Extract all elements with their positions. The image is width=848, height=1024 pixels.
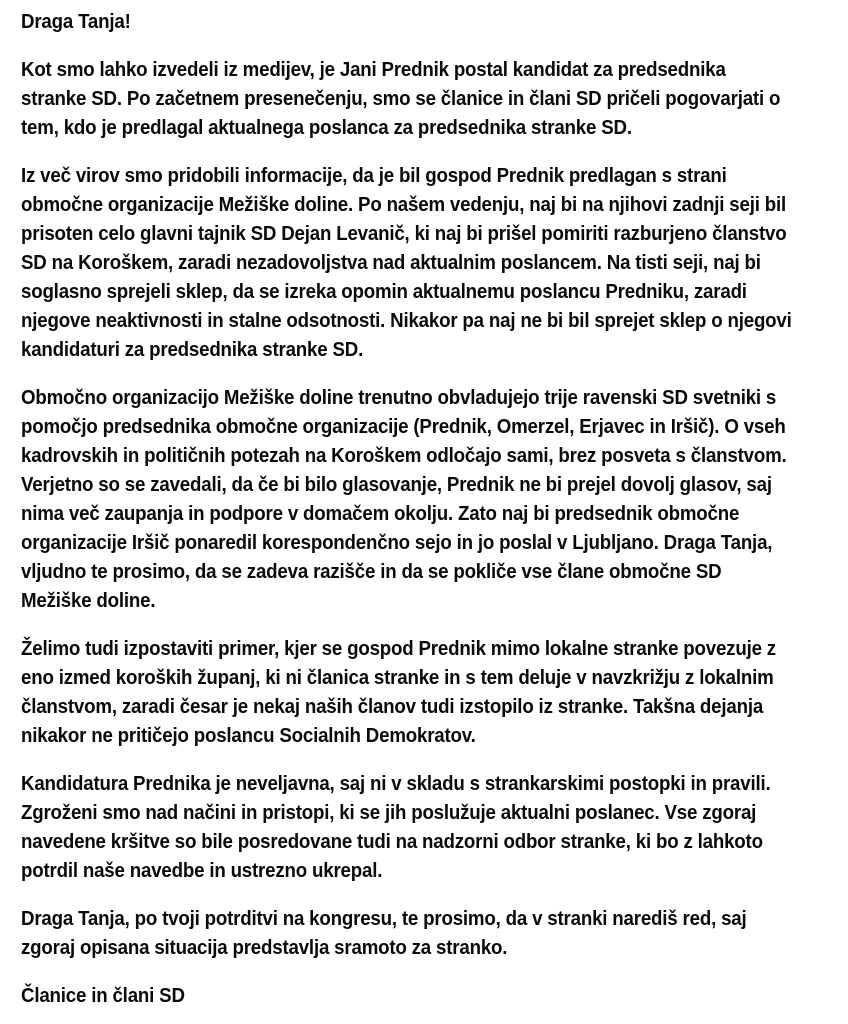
letter-closing: Članice in člani SD xyxy=(21,985,185,1007)
letter-paragraph-2: Iz več virov smo pridobili informacije, da je bil gospod Prednik predlagan s strani območne organizacije Mežiške doline. Po našem vedenju, naj bi na njihovi zadnji seji bil prisoten celo glavni tajnik SD Dejan Levanič, ki naj bi prišel pomiriti razburjeno članstvo SD na Koroškem, zaradi nezadovoljstva nad aktualnim poslancem. Na tisti seji, naj bi soglasno sprejeli sklep, da se izreka opomin aktualnemu poslancu Predniku, zaradi njegove neaktivnosti in stalne odsotnosti. Nikakor pa naj ne bi bil sprejet sklep o njegovi kandidaturi za predsednika stranke SD. xyxy=(21,165,792,361)
letter-paragraph-1: Kot smo lahko izvedeli iz medijev, je Jani Prednik postal kandidat za predsednika stranke SD. Po začetnem presenečenju, smo se članice in člani SD pričeli pogovarjati o tem, kdo je predlagal aktualnega poslanca za predsednika stranke SD. xyxy=(21,59,781,139)
letter-body xyxy=(21,8,795,1011)
letter-paragraph-6: Draga Tanja, po tvoji potrditvi na kongresu, te prosimo, da v stranki narediš red, saj zgoraj opisana situacija predstavlja sramoto za stranko. xyxy=(21,908,747,959)
letter-paragraph-5: Kandidatura Prednika je neveljavna, saj ni v skladu s strankarskimi postopki in pravili. Zgroženi smo nad načini in pristopi, ki se jih poslužuje aktualni poslanec. Vse zgoraj navedene kršitve so bile posredovane tudi na nadzorni odbor stranke, ki bo z lahkoto potrdil naše navedbe in ustrezno ukrepal. xyxy=(21,773,771,882)
letter-paragraph-3: Območno organizacijo Mežiške doline trenutno obvladujejo trije ravenski SD svetniki s pomočjo predsednika območne organizacije (Prednik, Omerzel, Erjavec in Iršič). O vseh kadrovskih in političnih potezah na Koroškem odločajo sami, brez posveta s članstvom. Verjetno so se zavedali, da če bi bilo glasovanje, Prednik ne bi prejel dovolj glasov, saj nima več zaupanja in podpore v domačem okolju. Zato naj bi predsednik območne organizacije Iršič ponaredil korespondenčno sejo in jo poslal v Ljubljano. Draga Tanja, vljudno te prosimo, da se zadeva razišče in da se pokliče vse člane območne SD Mežiške doline. xyxy=(21,387,787,612)
letter-greeting: Draga Tanja! xyxy=(21,11,131,33)
letter-paragraph-4: Želimo tudi izpostaviti primer, kjer se gospod Prednik mimo lokalne stranke povezuje z eno izmed koroških županj, ki ni članica stranke in s tem deluje v navzkrižju z lokalnim članstvom, zaradi česar je nekaj naših članov tudi izstopilo iz stranke. Takšna dejanja nikakor ne pritičejo poslancu Socialnih Demokratov. xyxy=(21,638,776,747)
